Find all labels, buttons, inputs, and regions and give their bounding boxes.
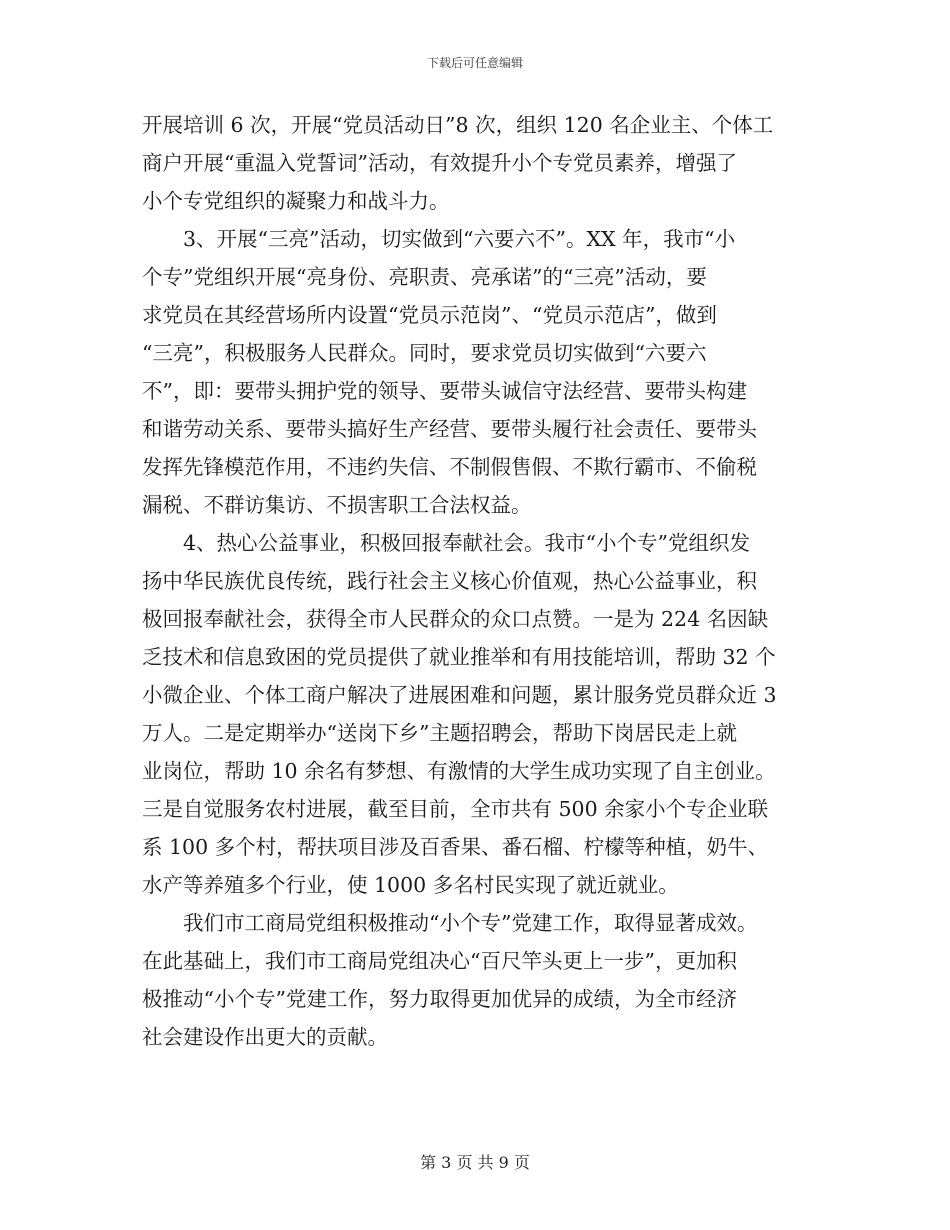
body-line: 我们市工商局党组积极推动“小个专”党建工作，取得显著成效。 — [142, 911, 758, 935]
body-line: 求党员在其经营场所内设置“党员示范岗”、“党员示范店”，做到 — [142, 303, 717, 327]
page-header: 下载后可任意编辑 — [426, 56, 523, 70]
body-line: 万人。二是定期举办“送岗下乡”主题招聘会，帮助下岗居民走上就 — [142, 721, 737, 745]
body-line: 水产等养殖多个行业，使 1000 多名村民实现了就近就业。 — [142, 873, 679, 897]
body-line: 在此基础上，我们市工商局党组决心“百尺竿头更上一步”，更加积 — [142, 949, 737, 973]
body-line: 小微企业、个体工商户解决了进展困难和问题，累计服务党员群众近 3 — [142, 683, 777, 707]
body-line: 极回报奉献社会，获得全市人民群众的众口点赞。一是为 224 名因缺 — [142, 607, 769, 631]
page-footer: 第 3 页 共 9 页 — [420, 1153, 530, 1172]
body-line: 商户开展“重温入党誓词”活动，有效提升小个专党员素养，增强了 — [142, 151, 737, 175]
body-line: 小个专党组织的凝聚力和战斗力。 — [142, 189, 450, 213]
body-line: 社会建设作出更大的贡献。 — [142, 1025, 388, 1049]
body-line: “三亮”，积极服务人民群众。同时，要求党员切实做到“六要六 — [142, 341, 707, 365]
body-line: 乏技术和信息致困的党员提供了就业推举和有用技能培训，帮助 32 个 — [142, 645, 776, 669]
body-line: 3、开展“三亮”活动，切实做到“六要六不”。XX 年，我市“小 — [142, 227, 736, 251]
body-line: 不”，即：要带头拥护党的领导、要带头诚信守法经营、要带头构建 — [142, 379, 747, 403]
body-line: 三是自觉服务农村进展，截至目前，全市共有 500 余家小个专企业联 — [142, 797, 769, 821]
body-line: 漏税、不群访集访、不损害职工合法权益。 — [142, 493, 532, 517]
body-line: 发挥先锋模范作用，不违约失信、不制假售假、不欺行霸市、不偷税 — [142, 455, 757, 479]
body-line: 4、热心公益事业，积极回报奉献社会。我市“小个专”党组织发 — [142, 531, 751, 555]
body-line: 系 100 多个村，帮扶项目涉及百香果、番石榴、柠檬等种植，奶牛、 — [142, 835, 769, 859]
body-line: 扬中华民族优良传统，践行社会主义核心价值观，热心公益事业，积 — [142, 569, 757, 593]
body-line: 业岗位，帮助 10 余名有梦想、有激情的大学生成功实现了自主创业。 — [142, 759, 776, 783]
body-line: 极推动“小个专”党建工作，努力取得更加优异的成绩，为全市经济 — [142, 987, 737, 1011]
document-body — [142, 106, 822, 1056]
body-line: 和谐劳动关系、要带头搞好生产经营、要带头履行社会责任、要带头 — [142, 417, 757, 441]
body-line: 个专”党组织开展“亮身份、亮职责、亮承诺”的“三亮”活动，要 — [142, 265, 707, 289]
body-line: 开展培训 6 次，开展“党员活动日”8 次，组织 120 名企业主、个体工 — [142, 113, 774, 137]
